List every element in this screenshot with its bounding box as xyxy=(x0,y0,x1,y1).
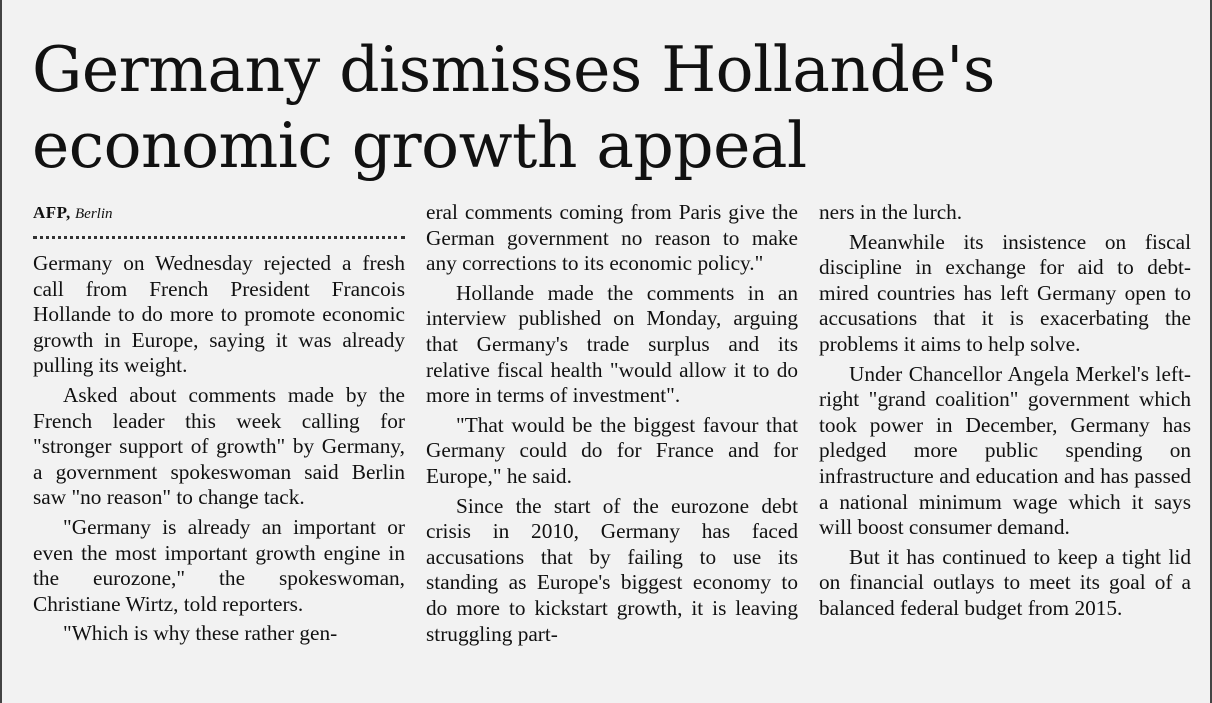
paragraph: Asked about comments made by the French leader this week calling for "stronger support of growth" by Germany, a government spokeswoman said Berlin saw "no reason" to change tack. xyxy=(33,382,405,510)
article-column-3 xyxy=(819,200,1191,622)
article-column-1 xyxy=(33,200,405,647)
byline-source: AFP, xyxy=(33,203,71,222)
paragraph: But it has continued to keep a tight lid on financial outlays to meet its goal of a balanced federal budget from 2015. xyxy=(819,544,1191,620)
paragraph: Germany on Wednesday rejected a fresh call from French President Francois Hollande to do more to promote economic growth in Europe, saying it was already pulling its weight. xyxy=(33,251,405,378)
headline: Germany dismisses Hollande's economic growth appeal xyxy=(32,33,995,182)
paragraph: ners in the lurch. xyxy=(819,200,963,224)
paragraph: Since the start of the eurozone debt crisis in 2010, Germany has faced accusations that by failing to use its standing as Europe's biggest economy to do more to kickstart growth, it is leaving struggling part- xyxy=(426,493,798,646)
paragraph: Meanwhile its insistence on fiscal discipline in exchange for aid to debt-mired countries has left Germany open to accusations that it is exacerbating the problems it aims to help solve. xyxy=(819,229,1191,356)
paragraph: "Which is why these rather gen- xyxy=(63,621,338,646)
paragraph: "That would be the biggest favour that Germany could do for France and for Europe," he said. xyxy=(426,412,798,488)
dotted-divider xyxy=(33,236,405,239)
paragraph: eral comments coming from Paris give the German government no reason to make any corrections to its economic policy." xyxy=(426,200,798,276)
paragraph: "Germany is already an important or even the most important growth engine in the eurozone," the spokeswoman, Christiane Wirtz, told reporters. xyxy=(33,514,405,616)
paragraph: Hollande made the comments in an interview published on Monday, arguing that Germany's trade surplus and its relative fiscal health "would allow it to do more in terms of investment". xyxy=(426,280,798,408)
byline xyxy=(33,200,405,226)
article-column-2 xyxy=(426,200,798,647)
byline-place: Berlin xyxy=(75,206,113,222)
paragraph: Under Chancellor Angela Merkel's left-right "grand coalition" government which took power in December, Germany has pledged more public spending on infrastructure and education and has passed a national minimum wage which it says will boost consumer demand. xyxy=(819,361,1191,540)
